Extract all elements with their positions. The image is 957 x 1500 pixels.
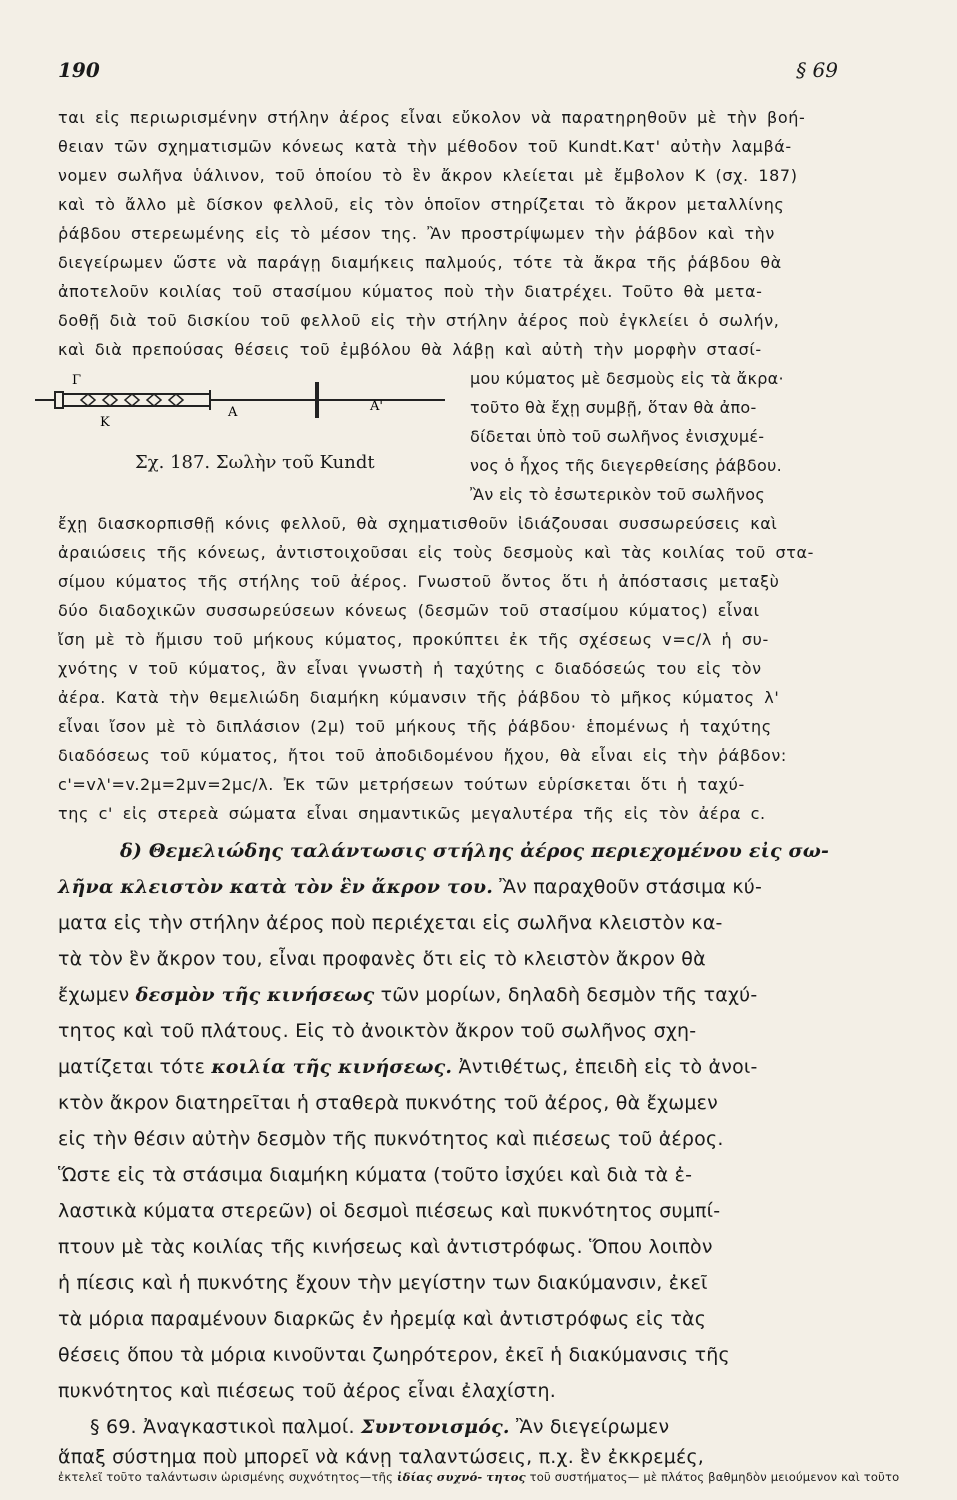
text-line: λαστικὰ κύματα στερεῶν) οἱ δεσμοὶ πιέσεως καὶ πυκνότητος συμπί- <box>58 1200 721 1222</box>
text-span: Ἀντιθέτως, ἐπειδὴ εἰς τὸ ἀνοι- <box>458 1056 758 1078</box>
text-line: εἰς τὴν θέσιν αὐτὴν δεσμὸν τῆς πυκνότητος καὶ πιέσεως τοῦ ἀέρος. <box>58 1128 724 1150</box>
text-line: πτουν μὲ τὰς κοιλίας τῆς κινήσεως καὶ ἀντιστρόφως. Ὅπου λοιπὸν <box>58 1236 713 1258</box>
text-span: ματίζεται τότε <box>58 1056 206 1078</box>
section-69-title-line <box>90 1416 669 1438</box>
text-line: της c' εἰς στερεὰ σώματα εἶναι σημαντικῶς μεγαλυτέρα τῆς εἰς τὸν ἀέρα c. <box>58 804 766 823</box>
figure-label-gamma: Γ <box>72 373 82 388</box>
text-line: χνότης v τοῦ κύματος, ἂν εἶναι γνωστὴ ἡ ταχύτης c διαδόσεώς του εἰς τὸν <box>58 659 762 678</box>
text-line: τὰ μόρια παραμένουν διαρκῶς ἐν ἠρεμίᾳ καὶ ἀντιστρόφως εἰς τὰς <box>58 1308 707 1330</box>
figure-label-a-prime: Α' <box>370 399 383 414</box>
text-span: Ἂν παραχθοῦν στάσιμα κύ- <box>499 876 763 898</box>
text-line: ἡ πίεσις καὶ ἡ πυκνότης ἔχουν τὴν μεγίστην των διακύμανσιν, ἐκεῖ <box>58 1272 708 1294</box>
text-span: τοῦ συστήματος— μὲ πλάτος βαθμηδὸν μειούμενον καὶ τοῦτο <box>529 1470 900 1484</box>
text-line: ται εἰς περιωρισμένην στήλην ἀέρος εἶναι εὔκολον νὰ παρατηρηθοῦν μὲ τὴν βοή- <box>58 108 806 127</box>
emphasis-text: τητος <box>486 1470 526 1484</box>
text-line: ἅπαξ σύστημα ποὺ μπορεῖ νὰ κάνῃ ταλαντώσεις, π.χ. ἓν ἐκκρεμές, <box>58 1446 705 1468</box>
text-line: νος ὁ ἦχος τῆς διεγερθείσης ῥάβδου. <box>470 456 783 475</box>
section-69-title: § 69. Ἀναγκαστικοὶ παλμοί. <box>90 1416 355 1438</box>
text-line: δύο διαδοχικῶν συσσωρεύσεων κόνεως (δεσμῶν τοῦ στασίμου κύματος) εἶναι <box>58 601 760 620</box>
subsection-heading <box>120 840 829 862</box>
text-line: σίμου κύματος τῆς στήλης τοῦ ἀέρος. Γνωστοῦ ὄντος ὅτι ἡ ἀπόστασις μεταξὺ <box>58 572 780 591</box>
text-line: Ἂν εἰς τὸ ἐσωτερικὸν τοῦ σωλῆνος <box>470 485 766 504</box>
text-line: διαδόσεως τοῦ κύματος, ἤτοι τοῦ ἀποδιδομένου ἤχου, θὰ εἶναι εἰς τὴν ῥάβδον: <box>58 746 787 765</box>
page-number: 190 <box>58 58 100 82</box>
text-line: ἔχῃ διασκορπισθῇ κόνις φελλοῦ, θὰ σχηματισθοῦν ἰδιάζουσαι συσσωρεύσεις καὶ <box>58 514 778 533</box>
heading-text: δ) Θεμελιώδης ταλάντωσις στήλης ἀέρος περιεχομένου εἰς σω- <box>120 840 830 862</box>
text-line: ἀποτελοῦν κοιλίας τοῦ στασίμου κύματος ποὺ τὴν διατρέχει. Τοῦτο θὰ μετα- <box>58 282 763 301</box>
text-line: εἶναι ἴσον μὲ τὸ διπλάσιον (2μ) τοῦ μήκους τῆς ῥάβδου· ἑπομένως ἡ ταχύτης <box>58 717 772 736</box>
text-line: δοθῇ διὰ τοῦ δισκίου τοῦ φελλοῦ εἰς τὴν στήλην ἀέρος ποὺ ἐγκλείει ὁ σωλήν, <box>58 311 780 330</box>
text-span: τῶν μορίων, δηλαδὴ δεσμὸν τῆς ταχύ- <box>380 984 758 1006</box>
text-line: τὰ τὸν ἓν ἄκρον του, εἶναι προφανὲς ὅτι εἰς τὸ κλειστὸν ἄκρον θὰ <box>58 948 706 970</box>
text-line: τοῦτο θὰ ἔχῃ συμβῇ, ὅταν θὰ ἀπο- <box>470 398 757 417</box>
text-line: καὶ διὰ πρεπούσας θέσεις τοῦ ἐμβόλου θὰ λάβῃ καὶ αὐτὴ τὴν μορφὴν στασί- <box>58 340 762 359</box>
text-line: ἀραιώσεις τῆς κόνεως, ἀντιστοιχοῦσαι εἰς τοὺς δεσμοὺς καὶ τὰς κοιλίας τοῦ στα- <box>58 543 815 562</box>
text-line: δίδεται ὑπὸ τοῦ σωλῆνος ἐνισχυμέ- <box>470 427 765 446</box>
text-line: ἴση μὲ τὸ ἥμισυ τοῦ μήκους κύματος, προκύπτει ἐκ τῆς σχέσεως v=c/λ ἡ συ- <box>58 630 769 649</box>
figure-label-a: Α <box>228 405 238 420</box>
emphasis-text: δεσμὸν τῆς κινήσεως <box>135 984 375 1006</box>
text-line: τητος καὶ τοῦ πλάτους. Εἰς τὸ ἀνοικτὸν ἄκρον τοῦ σωλῆνος σχη- <box>58 1020 697 1042</box>
text-line: πυκνότητος καὶ πιέσεως τοῦ ἀέρος εἶναι ἐλαχίστη. <box>58 1380 557 1402</box>
kundt-tube-figure <box>30 370 450 430</box>
text-line <box>58 1056 758 1078</box>
text-line: μου κύματος μὲ δεσμοὺς εἰς τὰ ἄκρα· <box>470 369 784 388</box>
emphasis-text: Συντονισμός. <box>360 1416 510 1438</box>
text-line: θειαν τῶν σχηματισμῶν κόνεως κατὰ τὴν μέθοδον τοῦ Kundt.Κατ' αὐτὴν λαμβά- <box>58 137 792 156</box>
text-line: c'=vλ'=v.2μ=2μv=2μc/λ. Ἐκ τῶν μετρήσεων τούτων εὑρίσκεται ὅτι ἡ ταχύ- <box>58 775 745 794</box>
text-line: ῥάβδου στερεωμένης εἰς τὸ μέσον της. Ἂν προστρίψωμεν τὴν ῥάβδον καὶ τὴν <box>58 224 775 243</box>
text-line: Ὥστε εἰς τὰ στάσιμα διαμήκη κύματα (τοῦτο ἰσχύει καὶ διὰ τὰ ἐ- <box>58 1164 693 1186</box>
text-span: ἐκτελεῖ τοῦτο ταλάντωσιν ὡρισμένης συχνότητος—τῆς <box>58 1470 394 1484</box>
text-line: καὶ τὸ ἄλλο μὲ δίσκον φελλοῦ, εἰς τὸν ὁποῖον στηρίζεται τὸ ἄκρον μεταλλίνης <box>58 195 785 214</box>
text-line <box>58 984 757 1006</box>
figure-caption: Σχ. 187. Σωλὴν τοῦ Kundt <box>135 452 375 473</box>
text-span: ἔχωμεν <box>58 984 130 1006</box>
text-line <box>58 876 762 898</box>
emphasis-text: ἰδίας συχνό- <box>396 1470 483 1484</box>
figure-label-k: Κ <box>100 415 110 430</box>
section-reference: § 69 <box>796 58 838 82</box>
text-line: ματα εἰς τὴν στήλην ἀέρος ποὺ περιέχεται εἰς σωλῆνα κλειστὸν κα- <box>58 912 723 934</box>
page-header <box>58 58 838 88</box>
text-span: Ἂν διεγείρωμεν <box>516 1416 670 1438</box>
text-line: θέσεις ὅπου τὰ μόρια κινοῦνται ζωηρότερον, ἐκεῖ ἡ διακύμανσις τῆς <box>58 1344 730 1366</box>
emphasis-text: κοιλία τῆς κινήσεως. <box>211 1056 453 1078</box>
text-line: κτὸν ἄκρον διατηρεῖται ἡ σταθερὰ πυκνότης τοῦ ἀέρος, θὰ ἔχωμεν <box>58 1092 718 1114</box>
text-line: διεγείρωμεν ὥστε νὰ παράγῃ διαμήκεις παλμούς, τότε τὰ ἄκρα τῆς ῥάβδου θὰ <box>58 253 782 272</box>
heading-text: λῆνα κλειστὸν κατὰ τὸν ἓν ἄκρον του. <box>58 876 494 898</box>
text-line: ἀέρα. Κατὰ τὴν θεμελιώδη διαμήκη κύμανσιν τῆς ῥάβδου τὸ μῆκος κύματος λ' <box>58 688 780 707</box>
text-line: νομεν σωλῆνα ὑάλινον, τοῦ ὁποίου τὸ ἓν ἄκρον κλείεται μὲ ἔμβολον Κ (σχ. 187) <box>58 166 798 185</box>
text-line <box>58 1470 899 1484</box>
